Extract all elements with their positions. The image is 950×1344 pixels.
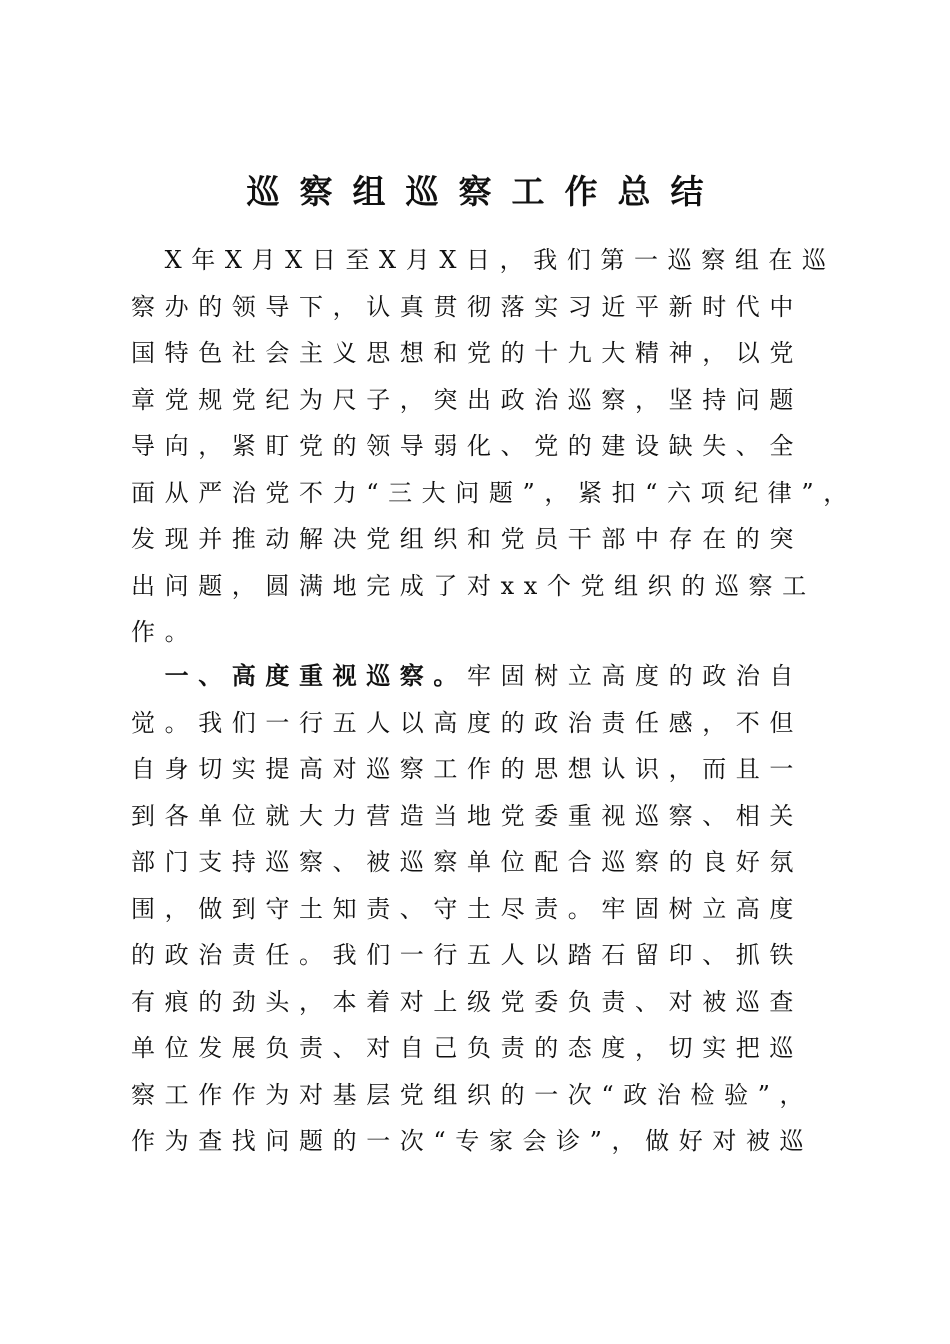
- text-line-first: [131, 653, 831, 700]
- text-line: 察办的领导下，认真贯彻落实习近平新时代中: [131, 292, 803, 321]
- section-heading: 一、高度重视巡察。: [164, 662, 468, 690]
- text-line: 发现并推动解决党组织和党员干部中存在的突: [131, 525, 803, 553]
- text-line: 国特色社会主义思想和党的十九大精神，以党: [131, 339, 803, 367]
- document-title: 巡察组巡察工作总结: [246, 172, 724, 211]
- text-line: 导向，紧盯党的领导弱化、党的建设缺失、全: [131, 432, 803, 460]
- text-line: 部门支持巡察、被巡察单位配合巡察的良好氛: [131, 848, 803, 876]
- section-first-line-text: 牢固树立高度的政治自: [467, 662, 804, 690]
- text-line: X年X月X日至X月X日，我们第一巡察组在巡: [131, 246, 836, 274]
- text-line: 出问题，圆满地完成了对xx个党组织的巡察工: [131, 571, 816, 600]
- paragraph-section-1: [131, 653, 831, 1165]
- text-line: 围，做到守土知责、守土尽责。牢固树立高度: [131, 894, 803, 923]
- paragraph-intro: [131, 237, 857, 656]
- text-line: 作。: [131, 618, 199, 646]
- text-line: 察工作作为对基层党组织的一次“政治检验”，: [131, 1080, 814, 1109]
- text-line: 面从严治党不力“三大问题”，紧扣“六项纪律”，: [131, 478, 857, 507]
- text-line: 的政治责任。我们一行五人以踏石留印、抓铁: [131, 941, 803, 969]
- text-line: 作为查找问题的一次“专家会诊”，做好对被巡: [131, 1127, 814, 1155]
- text-line: 自身切实提高对巡察工作的思想认识，而且一: [131, 755, 803, 783]
- text-line: 觉。我们一行五人以高度的政治责任感，不但: [131, 708, 803, 737]
- text-line: 有痕的劲头，本着对上级党委负责、对被巡查: [131, 987, 803, 1016]
- text-line: 到各单位就大力营造当地党委重视巡察、相关: [131, 801, 803, 830]
- text-line: 章党规党纪为尺子，突出政治巡察，坚持问题: [131, 385, 803, 414]
- text-line: 单位发展负责、对自己负责的态度，切实把巡: [131, 1034, 803, 1062]
